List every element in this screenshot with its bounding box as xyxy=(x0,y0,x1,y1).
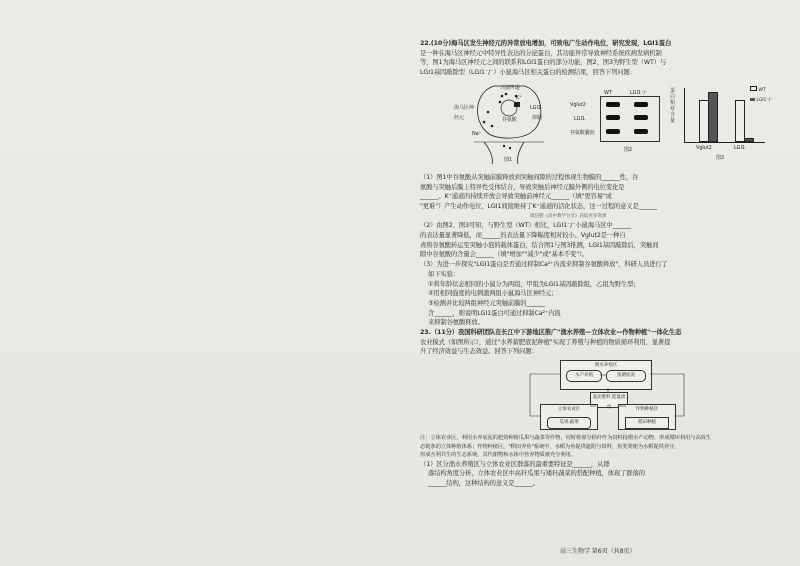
fig3-caption: 图3 xyxy=(716,154,724,161)
diagram-bottom-left-title: 立体农业区 xyxy=(557,407,581,413)
q22-sub2-line-2: 的表达量显著降低，而______的表达量下降幅度相对较小。Vglut2是一种自 xyxy=(420,232,626,240)
q23-line-2: 农业模式（如图所示），通过"水养蓄肥底泥种植"实现了养殖与种植的物质循环利用，显著提 xyxy=(420,338,671,346)
figure-1-synapse xyxy=(454,82,564,164)
q22-sub3-line-4: ②用相同强度的电刺激两组小鼠海马区神经元； xyxy=(428,290,558,298)
diagram-bottom-right-title: 作物种植区 xyxy=(635,407,659,413)
q22-sub3-line-5: ③检测并比较两组神经元突触前膜的______ xyxy=(428,299,545,307)
legend-wt: WT xyxy=(758,87,766,93)
q22-line-2: 是一种在海马区神经元中特异性表达的分泌蛋白，其功能异常导致神经系统疾病发病机制 xyxy=(420,49,662,57)
fig3-cat-vglut2: Vglut2 xyxy=(696,144,712,151)
blot-band xyxy=(606,102,620,107)
diagram-bottom-left-sub: 瓜果·蔬菜 xyxy=(547,417,591,429)
blot-col-wt: WT xyxy=(604,89,612,96)
diagram-arrows xyxy=(420,360,780,430)
diagram-top-title: 渔水养殖区 xyxy=(594,363,618,369)
blot-row-vesicle: 谷氨酸囊泡 xyxy=(570,129,595,136)
q22-sub1-line-1: （1）图1中谷氨酸从突触前膜释放到突触间隙的过程体现生物膜的______性，谷 xyxy=(420,173,639,181)
fig3-ylabel: 蛋白相对含量 xyxy=(670,87,675,124)
q23-note-line-3: 形成互利共生的生态系统，其代谢物和水体中营养物质被充分利用。 xyxy=(420,452,576,459)
q22-sub3-line-2: 如下实验： xyxy=(428,270,459,278)
q22-line-3: 等，图1为海马区神经元之间的联系和LGI1蛋白的部分功能，图2、图3为野生型（WT）与 xyxy=(420,59,667,67)
q22-figures xyxy=(420,82,778,167)
blot-band xyxy=(606,129,620,134)
page-content xyxy=(420,39,778,489)
diagram-top-right: 鱼塘底泥 xyxy=(606,370,646,382)
q22-line-4: LGI1基因敲除型（LGI1⁻/⁻）小鼠海马区相关蛋白的检测结果，回答下列问题： xyxy=(420,69,636,77)
fig1-label-neuron: 海马区神经元 xyxy=(454,104,474,121)
q23-sub1-line-3: ______结构，这种结构的意义是______。 xyxy=(428,480,539,488)
fig1-label-inhibit: 抑制 xyxy=(532,114,542,121)
blot-band xyxy=(634,115,648,120)
blot-band xyxy=(634,129,648,134)
watermark-note: 微信搜《高中教学分享》获取更多资源 xyxy=(530,213,607,219)
q22-line-1: 22.(10分)海马区发生神经元的异常放电增加，可致电广生动作电位，研究发现，LGI1蛋白 xyxy=(420,40,672,47)
q23-note-line-2: 态链条的立体种植体系；作物种植区，"稻田养鱼"系统中，水稻为鱼提供遮阴与饵料，鱼类粪便为水稻提供养分， xyxy=(420,443,680,450)
fig1-label-k: K⁺ xyxy=(516,94,522,101)
fig1-label-transmission: 兴奋传递 xyxy=(500,84,520,91)
q23-line-1: 23.（11分）我国科研团队在长江中下游地区推广"渔水养殖—立体农业—作物种植"一体化生态 xyxy=(420,329,682,337)
blot-row-vglut2: Vglut2 xyxy=(570,101,586,108)
q23-note-line-1: 注：立体农业区，利用水养底泥的肥效种植瓜果与蔬菜等作物，同时将部分秸秆作为饲料投喂水产动物，形成循环利用与高效生 xyxy=(420,435,712,442)
figure-2-blot xyxy=(570,89,660,156)
q22-sub3-line-6: 含______，则说明LGI1蛋白可通过抑制Ca²⁺内流 xyxy=(428,309,561,317)
blot-band xyxy=(606,115,620,120)
blot-row-lgi1: LGI1 xyxy=(574,115,585,122)
page-footer: 高三生物学 第6页（共8页） xyxy=(560,548,636,555)
bar-lgi1-wt xyxy=(735,100,745,142)
legend-ko: LGI1⁻/⁻ xyxy=(756,97,773,103)
q22-sub1-line-3: ______。K⁺通道的持续开放会导致突触前神经元______（填"更容易"或 xyxy=(420,193,612,201)
fig1-label-lgi1: LGI1 xyxy=(530,104,541,111)
q22-sub3-line-1: （3）为进一步探究"LGI1蛋白是否通过抑制Ca²⁺内流来抑制谷氨酸释放"，科研人员进行了 xyxy=(420,261,668,269)
fig1-label-na: Na⁺ xyxy=(472,130,482,137)
q22-sub1-line-4: "更难"）产生动作电位，LGI1间接维持了K⁺通道的活化状态，这一过程的意义是______ xyxy=(420,202,658,210)
q22-sub1-line-2: 氨酸与突触后膜上特异性受体结合，导致突触后神经元膜外侧的电位变化是 xyxy=(420,183,625,191)
q22-sub2-line-1: （2）由图2、图3可知，与野生型（WT）相比，LGI1⁻/⁻小鼠海马区中______ xyxy=(420,222,631,230)
diagram-bottom-right-sub: 稻田种植 xyxy=(625,417,669,429)
q23-ecosystem-diagram xyxy=(420,360,778,430)
q22-sub3-line-7: 来抑制谷氨酸释放。 xyxy=(428,319,484,327)
blot-col-ko: LGI1⁻/⁻ xyxy=(630,89,648,96)
q22-sub3-line-3: ①将年龄状态相同的小鼠分为两组，甲组为LGI1基因敲除组，乙组为野生型； xyxy=(428,280,640,288)
fig3-cat-lgi1: LGI1 xyxy=(734,144,745,151)
fig2-caption: 图2 xyxy=(624,146,632,153)
q23-sub1-line-2: 落结构角度分析，立体农业区中高秆瓜果与矮秆蔬菜的搭配种植，体现了群落的 xyxy=(428,470,645,478)
bar-lgi1-ko xyxy=(744,138,754,142)
q23-sub1-line-1: （1）区分渔水养殖区与立体农业区群落的最重要特征是______，从群 xyxy=(420,460,610,468)
q23-line-3: 升了经济效益与生态效益。回答下列问题： xyxy=(420,348,538,356)
diagram-center: 底泥肥料 能量流动 xyxy=(590,392,628,408)
diagram-top-left: 水产养殖 xyxy=(566,370,602,382)
q22-sub2-line-4: 隙中谷氨酸的含量会______（填"增加""减少"或"基本不变"）。 xyxy=(420,251,589,259)
bar-vglut2-ko xyxy=(708,92,718,142)
fig3-legend xyxy=(750,86,772,105)
fig1-caption: 图1 xyxy=(504,156,512,163)
figure-3-bars xyxy=(670,84,780,164)
blot-band xyxy=(634,102,648,107)
fig1-label-glutamate: 谷氨酸 xyxy=(502,116,517,123)
q22-sub2-line-3: 责将谷氨酸转运至突触小泡的载体蛋白，结合图1与图3推测，LGI1基因敲除后，突触间 xyxy=(420,241,659,249)
